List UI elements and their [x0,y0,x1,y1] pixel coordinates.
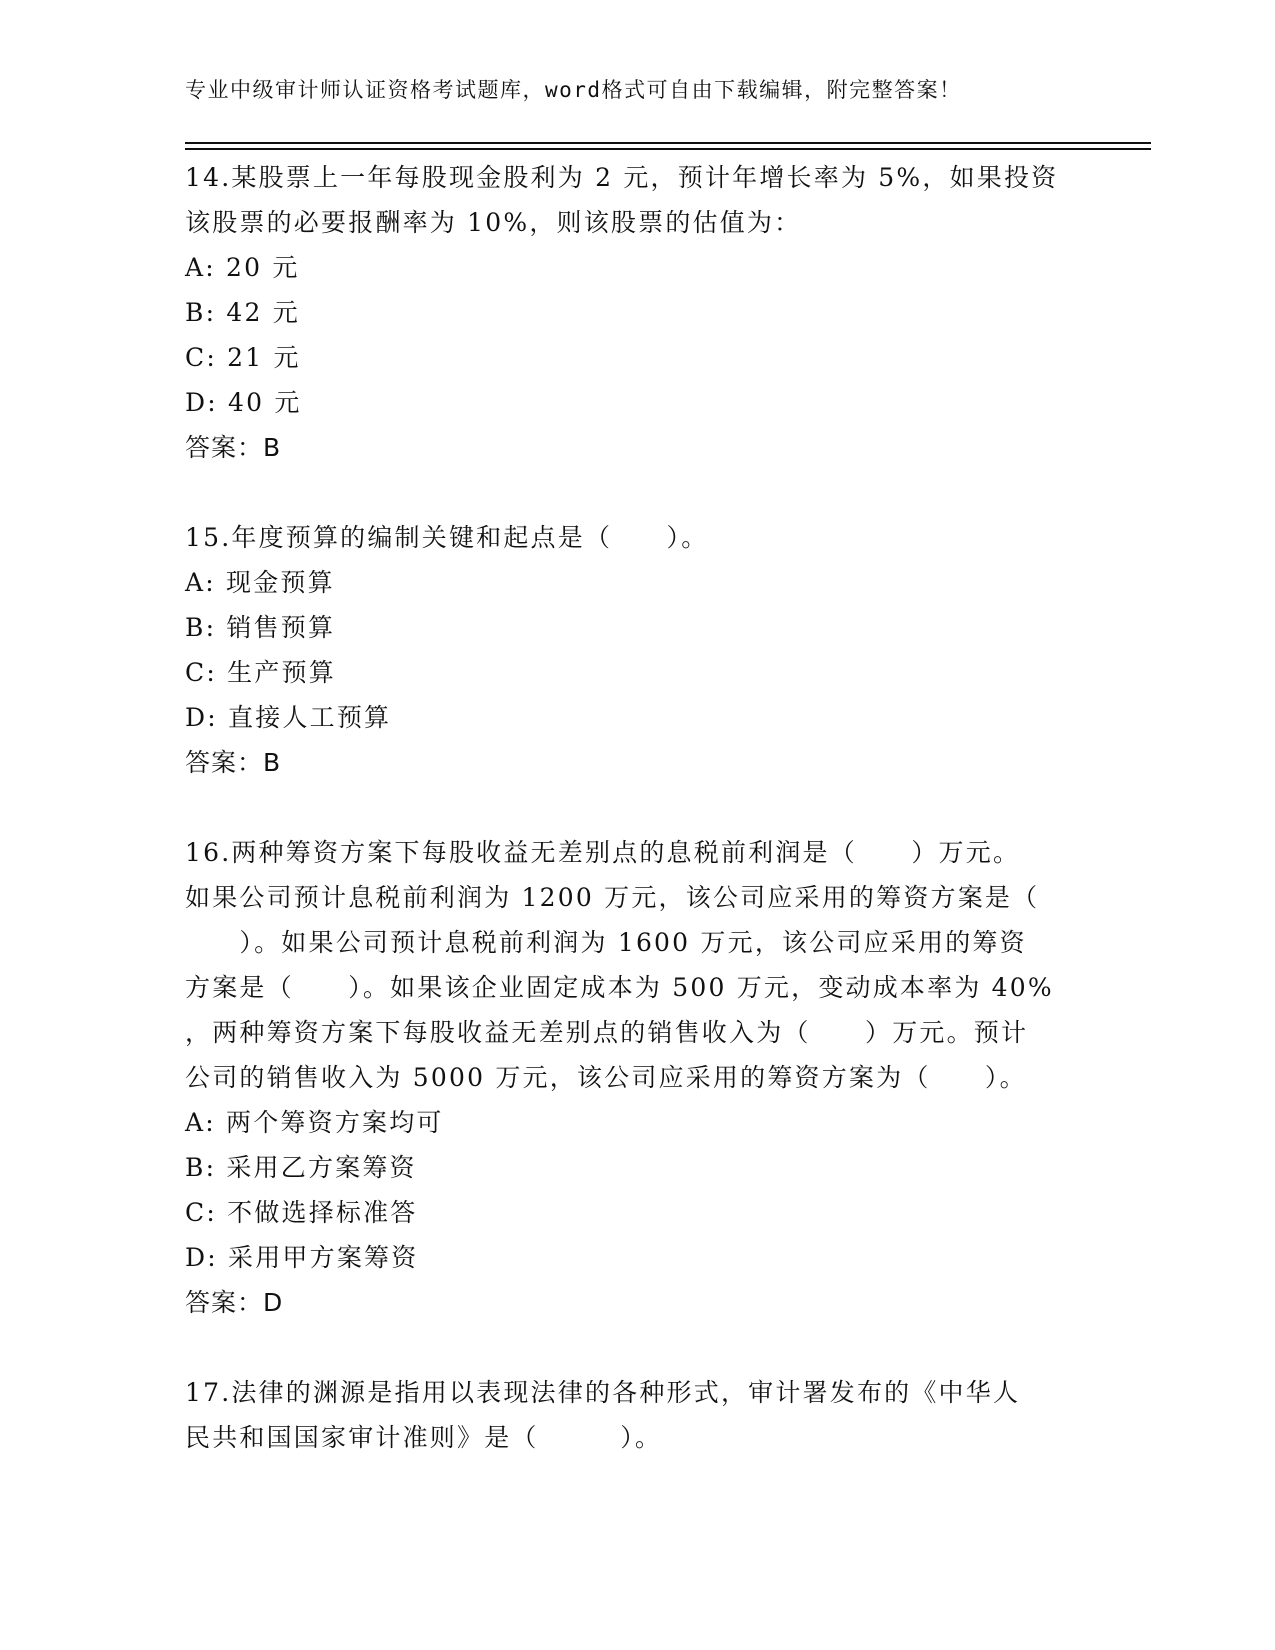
answer-line: 答案：B [185,748,282,777]
option-c: C: 生产预算 [185,658,336,687]
answer-line: 答案：D [185,1288,284,1317]
option-b: B: 销售预算 [185,613,336,642]
answer-line: 答案：B [185,433,282,462]
option-b: B: 42 元 [185,298,300,327]
question-16 [185,830,1085,1325]
question-text: 17.法律的渊源是指用以表现法律的各种形式，审计署发布的《中华人 民共和国国家审计准则》是（ ）。 [185,1378,1021,1452]
option-d: D: 直接人工预算 [185,703,392,732]
header-rule-bottom [185,148,1151,150]
option-d: D: 40 元 [185,388,302,417]
option-a: A: 两个筹资方案均可 [185,1108,444,1137]
header-rule-top [185,142,1151,144]
option-a: A: 20 元 [185,253,300,282]
question-17 [185,1370,1085,1460]
question-text: 15.年度预算的编制关键和起点是（ ）。 [185,523,709,552]
question-text: 16.两种筹资方案下每股收益无差别点的息税前利润是（ ）万元。 如果公司预计息税前利润为 1200 万元，该公司应采用的筹资方案是（ ）。如果公司预计息税前利润为 1600 万元，该公司应采用的筹资 方案是（ ）。如果该企业固定成本为 500 万元，变动成本率为 40% ，两种筹资方案下每股收益无差别点的销售收入为（ ）万元。预计 公司的销售收入为 5000 万元，该公司应采用的筹资方案为（ ）。 [185,838,1054,1092]
page-header: 专业中级审计师认证资格考试题库，word格式可自由下载编辑，附完整答案！ [185,78,962,102]
option-b: B: 采用乙方案筹资 [185,1153,417,1182]
question-text: 14.某股票上一年每股现金股利为 2 元，预计年增长率为 5%，如果投资 该股票的必要报酬率为 10%，则该股票的估值为： [185,163,1059,237]
option-c: C: 21 元 [185,343,301,372]
question-15 [185,515,1085,785]
question-list [185,155,1085,1460]
option-a: A: 现金预算 [185,568,335,597]
option-d: D: 采用甲方案筹资 [185,1243,419,1272]
option-c: C: 不做选择标准答 [185,1198,418,1227]
question-14 [185,155,1085,470]
